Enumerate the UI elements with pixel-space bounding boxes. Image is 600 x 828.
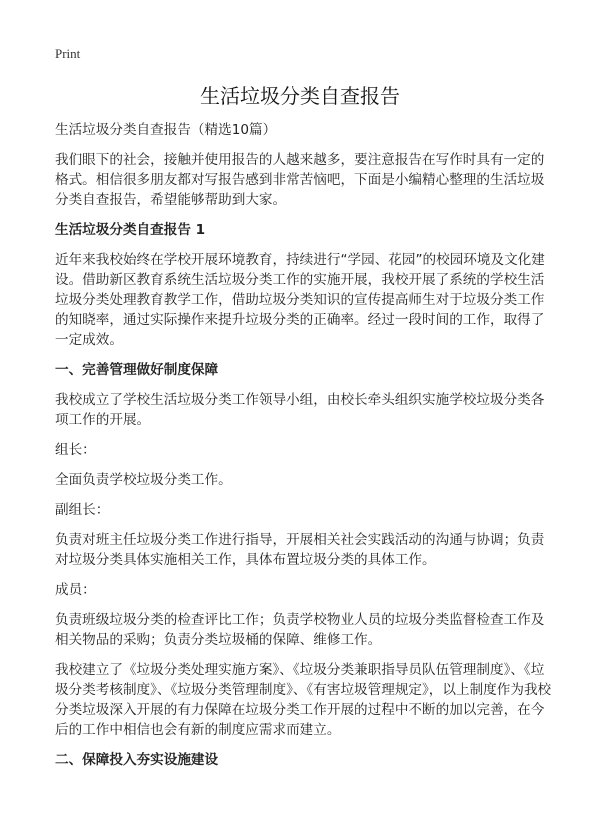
paragraph: 我校建立了《垃圾分类处理实施方案》、《垃圾分类兼职指导员队伍管理制度》、《垃圾分类考核制度》、《垃圾分类管理制度》、《有害垃圾管理规定》，以上制度作为我校分类垃圾深入开展的有力保障在垃圾分类工作开展的过程中不断的加以完善，在今后的工作中相信也会有新的制度应需求而建立。 xyxy=(55,662,552,738)
paragraph: 成员： xyxy=(55,582,96,598)
paragraph: 生活垃圾分类自查报告（精选10篇） xyxy=(55,122,277,138)
paragraph: 组长： xyxy=(55,442,96,458)
paragraph: 我们眼下的社会，接触并使用报告的人越来越多，要注意报告在写作时具有一定的格式。相信很多朋友都对写报告感到非常苦恼吧，下面是小编精心整理的生活垃圾分类自查报告，希望能够帮助到大家。 xyxy=(55,152,545,208)
page-title: 生活垃圾分类自查报告 xyxy=(200,84,400,108)
paragraph: 副组长： xyxy=(55,502,110,518)
paragraph: 我校成立了学校生活垃圾分类工作领导小组，由校长牵头组织实施学校垃圾分类各项工作的开展。 xyxy=(55,392,545,428)
paragraph: 负责班级垃圾分类的检查评比工作；负责学校物业人员的垃圾分类监督检查工作及相关物品的采购；负责分类垃圾桶的保障、维修工作。 xyxy=(55,612,545,648)
section-heading: 二、保障投入夯实设施建设 xyxy=(55,752,219,768)
section-heading: 生活垃圾分类自查报告 1 xyxy=(55,222,206,238)
section-heading: 一、完善管理做好制度保障 xyxy=(55,362,219,378)
paragraph: 全面负责学校垃圾分类工作。 xyxy=(55,472,232,488)
paragraph: 负责对班主任垃圾分类工作进行指导，开展相关社会实践活动的沟通与协调；负责对垃圾分类具体实施相关工作，具体布置垃圾分类的具体工作。 xyxy=(55,532,545,568)
document-body xyxy=(55,120,553,780)
paragraph: 近年来我校始终在学校开展环境教育，持续进行“学园、花园”的校园环境及文化建设。借助新区教育系统生活垃圾分类工作的实施开展，我校开展了系统的学校生活垃圾分类处理教育教学工作，借助垃圾分类知识的宣传提高师生对于垃圾分类工作的知晓率，通过实际操作来提升垃圾分类的正确率。经过一段时间的工作，取得了一定成效。 xyxy=(55,252,545,348)
print-link[interactable]: Print xyxy=(55,46,81,61)
